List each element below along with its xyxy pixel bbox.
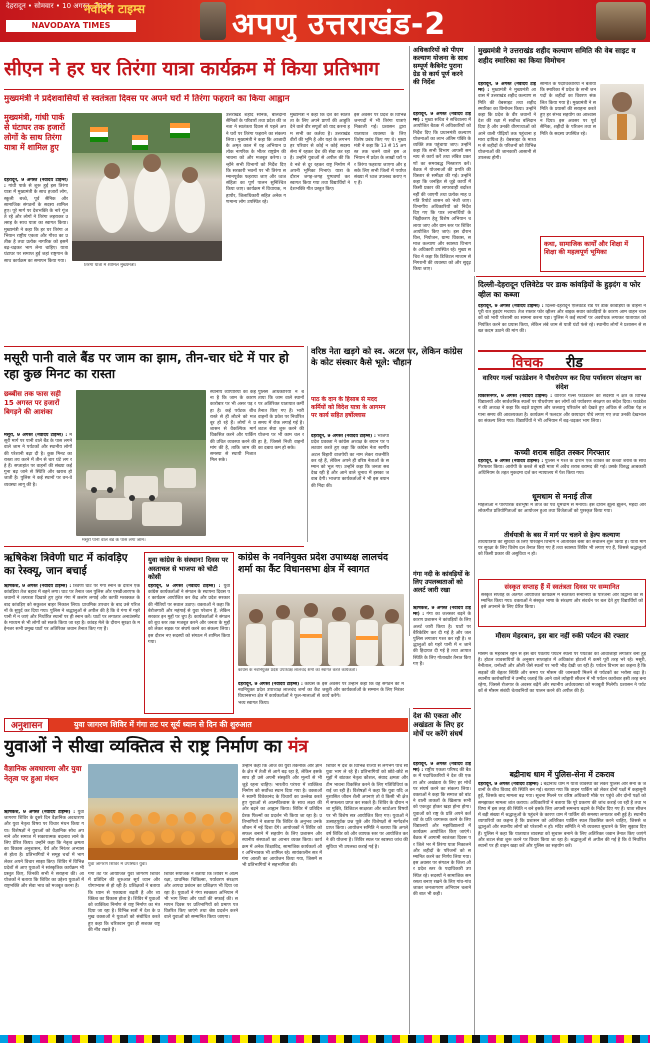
badrinath-headline: बद्रीनाथ धाम में पुलिस-सेना में टकराव [509,770,615,779]
top-right-headline: मुख्यमंत्री ने उत्तराखंड शहीद कल्याण समिति की वेब साइट व शहीद स्मारिका का किया विमोचन [478,46,636,65]
congress-photo-art [238,594,404,666]
smuggler-headline: कच्ची शराब सहित तस्कर गिरफ्तार [514,448,610,457]
bottom-headline [4,736,408,758]
bottom-body-4: शिविर में देश के विभिन्न राज्यों से लगभग पांच सौ युवा भाग ले रहे हैं। प्रतिभागियों को छोटे-छोटे समूहों में बांटकर नेतृत्व कौशल, संवाद क्षमता और टीम भावना विकसित करने के लिए गतिविधियां कराई जा रही हैं। विशेषज्ञों ने कहा कि युवा यदि अनुशासित जीवन शैली अपनाएं तो वे किसी भी क्षेत्र में सफलता प्राप्त कर सकते हैं। शिविर के दौरान नशा मुक्ति, डिजिटल साक्षरता और स्टार्टअप विषयों पर भी विशेष सत्र आयोजित किए गए। युवाओं ने उत्साहपूर्वक प्रश्न पूछे और विशेषज्ञों से मार्गदर्शन प्राप्त किया। आयोजन समिति ने बताया कि अगले वर्ष शिविर को और व्यापक स्तर पर आयोजित करने की योजना है। शिविर स्थल पर स्वास्थ्य जांच की सुविधा भी उपलब्ध कराई गई है। [326,764,408,850]
portrait-photo [600,84,644,140]
teej-headline: धूमधाम से मनाई तीज [532,492,592,501]
col-divider-a [409,46,410,636]
dehradun-rule [476,276,646,277]
unity-headline: देश की एकता और अखंडता के लिए हर मोर्चे पर करेंगे संघर्ष [413,712,464,738]
congress-caption: कांग्रेस के नवनियुक्त प्रदेश उपाध्यक्ष लालचंद शर्मा का स्वागत करते कार्यकर्ता। [238,668,357,673]
col-divider-d [307,346,308,542]
youth-cong-box [144,552,234,714]
bottom-side-text: ऋषिकेश, 9 अगस्त (नवोदय टाइम्स) : युवा जागरण शिविर के दूसरे दिन वैज्ञानिक अवधारणा और युवा नेतृत्व विषय पर विचार मंथन किया गया। विशेषज्ञों ने युवाओं को वैज्ञानिक सोच अपनाने और समाज में सकारात्मक बदलाव लाने के लिए प्रेरित किया। उन्होंने कहा कि नेतृत्व क्षमता का विकास अनुशासन, धैर्य और निरंतर अभ्यास से होता है। प्रतिभागियों ने समूह चर्चा में भाग लेकर अपने विचार साझा किए। शिविर में विभिन्न प्रदेशों से आए युवाओं ने सांस्कृतिक कार्यक्रम भी प्रस्तुत किए, जिनकी सभी ने सराहना की। आयोजकों ने बताया कि शिविर का उद्देश्य युवाओं में राष्ट्रभक्ति और सेवा भाव को मजबूत करना है। [4,810,84,890]
mid-c-text-1: देहरादून, 9 अगस्त (नवोदय टाइम्स) : भाजपा प्रदेश प्रवक्ता ने कांग्रेस अध्यक्ष के बयान पर पलटवार करते हुए कहा कि कांग्रेस नेता स्वर्गीय अटल बिहारी वाजपेयी का नाम लेकर राजनीति कर रहे हैं, लेकिन अपने ही वरिष्ठ नेताओं के सम्मान को भूल गए। उन्होंने कहा कि जनता सब देख रही है और आने वाले चुनाव में इसका जवाब देगी। भाजपा कार्यकर्ताओं ने भी इस बयान की निंदा की। [311,434,389,489]
col-divider-c [474,276,475,1036]
lead-caption: तिरंगा यात्रा में शामिल मुख्यमंत्री। [84,263,137,268]
honor-box [478,579,646,627]
lead-photo-art [72,113,222,261]
rishikesh-text: ऋषिकेश, 9 अगस्त (नवोदय टाइम्स) : त्रिवेणी घाट पर गंगा स्नान के दौरान एक कांवड़िया तेज बहाव में बहने लगा। घाट पर तैनात जल पुलिस और एसडीआरएफ के जवानों ने तत्परता दिखाते हुए तुरंत गंगा में छलांग लगाई और काफी मशक्कत के बाद कांवड़िए को सकुशल बाहर निकाल लिया। प्राथमिक उपचार के बाद उसे परिजनों के सुपुर्द कर दिया गया। पुलिस ने श्रद्धालुओं से अपील की है कि वे गंगा में गहरे पानी में न जाएं और निर्धारित स्थानों पर ही स्नान करें। घाटों पर लगातार अनाउंसमेंट के माध्यम से भी लोगों को सतर्क किया जा रहा है। कांवड़ मेले के दौरान सुरक्षा के मद्देनजर सभी प्रमुख घाटों पर अतिरिक्त जवान तैनात किए गए हैं। [4,584,140,633]
honor-text: संस्कृत सप्ताह के अंतर्गत आयोजित कार्यक्रम में स्वतंत्रता सेनानियों के परिजनों और विद्वानों को सम्मानित किया गया। वक्ताओं ने संस्कृत भाषा के संरक्षण और संवर्धन पर बल देते हुए विद्यार्थियों को इसे अपनाने के लिए प्रेरित किया। [481,593,643,611]
unity-rule [413,708,471,709]
weather-text: मौसम के मेहरबान रहने से इस बार पर्वतीय पर्यटन स्थलों पर पर्यटकों की आवाजाही लगातार बनी हुई है। होटल व्यवसायियों के अनुसार सप्ताहांत में अधिकांश होटलों में कमरे पूरी तरह भरे रहे। मसूरी, नैनीताल, धनोल्टी और औली जैसे स्थलों पर भारी भीड़ देखी जा रही है। पर्यटन विभाग का कहना है कि सड़कों की बेहतर स्थिति और समय पर मौसम की जानकारी मिलने से पर्यटकों का भरोसा बढ़ा है। स्थानीय कारोबारियों ने उम्मीद जताई कि आने वाले त्योहारी सीजन में भी पर्यटन कारोबार इसी तरह बना रहेगा, जिससे रोजगार के अवसर बढ़ेंगे और स्थानीय अर्थव्यवस्था को मजबूती मिलेगी। प्रशासन ने पर्यटकों से मौसम संबंधी चेतावनियों का पालन करने की अपील की है। [478,652,646,695]
bottom-body-3: उन्होंने कहा कि आज का युवा तकनीक और ज्ञान के क्षेत्र में तेजी से आगे बढ़ रहा है, लेकिन इसके साथ ही उसे अपनी संस्कृति और मूल्यों से भी जुड़े रहना चाहिए। भारतीय परंपरा में व्यक्तित्व निर्माण को सर्वोच्च स्थान दिया गया है। वक्ताओं ने स्वामी विवेकानंद के विचारों का उल्लेख करते हुए युवाओं से आत्मविश्वास के साथ लक्ष्य की ओर बढ़ने का आह्वान किया। शिविर में प्रतिदिन प्रेरक फिल्मों का प्रदर्शन भी किया जा रहा है। प्रतिभागियों ने बताया कि शिविर के अनुभव उनके जीवन में नई दिशा देंगे। आयोजकों ने शिविर को सफल बनाने में सहयोग के लिए प्रशासन और स्थानीय संस्थाओं का आभार व्यक्त किया। कार्यक्रम में अनेक शिक्षाविद, सामाजिक कार्यकर्ता और अभिभावक भी शामिल रहे। सायंकालीन सत्र में गंगा आरती का आयोजन किया गया, जिसमें सभी प्रतिभागियों ने सहभागिता की। [242,764,322,869]
mid-c-headline: वरिष्ठ नेता खड़गे को स्व. अटल पर, लेकिन कांग्रेस के कोट संस्कार कैसे भूले: चौहान [311,346,463,367]
bottom-caption: युवा जागरण शिविर में उपस्थित युवा। [88,862,148,867]
bottom-kicker-bar [4,718,408,732]
youth-cong-text: देहरादून, 9 अगस्त (नवोदय टाइम्स) : युवा कांग्रेस कार्यकर्ताओं ने संगठन के स्थापना दिवस पर कार्यक्रम आयोजित कर केंद्र और प्रदेश सरकार की नीतियों पर सवाल उठाए। वक्ताओं ने कहा कि बेरोजगारी और महंगाई से युवा परेशान हैं, लेकिन सरकार इन मुद्दों पर चुप है। कार्यकर्ताओं ने संगठन को बूथ स्तर तक मजबूत करने और जनता के मुद्दों को लेकर सड़क पर संघर्ष करने का संकल्प लिया। इस दौरान नए सदस्यों को संगठन में शामिल किया गया। [148,584,230,645]
col-divider-b [474,46,475,272]
pilgrims-headline: तीर्थयात्री के बस में मार्ग पर चलने से हेल्प कल्याण [504,531,620,539]
congress-text-1: देहरादून, 9 अगस्त (नवोदय टाइम्स) : कांग्रेस के नवनियुक्त प्रदेश उपाध्यक्ष लालचंद शर्मा का कैंट विधानसभा क्षेत्र में कार्यकर्ताओं ने फूल-मालाओं से भव्य स्वागत किया। [238,682,320,706]
bottom-body-2: शिविर संयोजक ने बताया कि शिविर में आत्मरक्षा, प्राथमिक चिकित्सा, पर्यावरण संरक्षण और आपदा प्रबंधन का प्रशिक्षण भी दिया जा रहा है। युवाओं ने गंगा स्वच्छता अभियान में भी भाग लिया और घाटों की सफाई की। समापन दिवस पर प्रतिभागियों को प्रमाण पत्र वितरित किए जाएंगे तथा श्रेष्ठ प्रदर्शन करने वाले युवाओं को सम्मानित किया जाएगा। [164,872,238,921]
bottom-photo-art [88,764,238,860]
dehradun-text: देहरादून, 9 अगस्त (नवोदय टाइम्स) : दिल्ली-देहरादून एलिवेटेड रोड पर डाक कांवड़ियों के वाहनों ने पूरी रात हुड़दंग मचाया। तेज रफ्तार फोर व्हीलर और बाइक सवार कांवड़ियों के कारण आम वाहन चालकों को भारी परेशानी का सामना करना पड़ा। पुलिस ने कई स्थानों पर अवरोधक लगाकर यातायात को नियंत्रित करने का प्रयास किया, लेकिन लंबे जाम से यात्री घंटों फंसे रहे। स्थानीय लोगों ने प्रशासन से सख्त कदम उठाने की मांग की। [478,304,646,334]
page-header [0,0,650,42]
lead-side-headline: मुख्यमंत्री, गांधी पार्क से घंटाघर तक हजारों लोगों के साथ तिरंगा यात्रा में शामिल हुए [4,113,65,152]
bottom-tag: अनुशासन [4,718,49,732]
lead-headline: सीएन ने हर घर तिरंगा यात्रा कार्यक्रम में किया प्रतिभाग [4,58,380,80]
congress-text-2: इस अवसर पर उन्होंने कहा कि वह संगठन की मजबूती और कार्यकर्ताओं के सम्मान के लिए निरंतर कार्य करेंगे। [322,682,404,700]
lead-photo [72,113,222,261]
rishikesh-headline: ऋषिकेश त्रिवेणी घाट में कांवड़िए का रेस्क्यू, जान बचाई [4,552,128,577]
mussoorie-body-2: पुलिस अधिकारियों ने बताया कि जाम वाले स्थानों पर अतिरिक्त यातायात कर्मी तैनात किए गए हैं। भारी वाहनों के प्रवेश पर निर्धारित समय में रोक लगाई गई है। शटल सेवा शुरू करने की योजना पर भी काम चल रहा है, जिससे निजी वाहनों का दबाव कम हो सके। [258,390,304,451]
dehradun-headline: दिल्ली-देहरादून एलिवेटेड पर डाक कांवड़ियों के हुड़दंग व फोर व्हील का कब्जा [478,280,641,299]
col-divider-e [409,708,410,1034]
lead-rule [4,89,404,90]
mussoorie-body-1: स्थानीय व्यापारियों का कहना है कि जाम के कारण कारोबार पर भी असर पड़ रहा है। कई पर्यटक बीच रास्ते से ही लौटने को मजबूर हो रहे हैं। लोगों ने प्रशासन से वैकल्पिक मार्ग विकसित करने और पार्किंग की उचित व्यवस्था करने की मांग की है, ताकि जाम की समस्या से स्थायी निजात मिल सके। [210,390,256,464]
brand-name: नवोदय टाइम्स [84,2,146,16]
mussoorie-side-headline: छब्बीस तक फास सही 15 अगस्त पर हजारों बिगड़ने की आशंका [4,390,61,416]
teej-text: महिलाओं ने पारंपरिक वेशभूषा में तीज का पर्व धूमधाम से मनाया। इस दौरान झूला झूलने, मेहंदी और लोकगीत प्रतियोगिताओं का आयोजन हुआ तथा विजेताओं को पुरस्कृत किया गया। [478,503,646,515]
bottom-headline-main: युवाओं ने सीखा व्यक्तित्व से राष्ट्र निर्माण का [4,737,288,757]
temple-photo-left [200,2,226,40]
bottom-body-1: गंगा तट पर आयोजित युवा जागरण शिविर में प्रतिदिन की शुरुआत सूर्य ध्यान और योगाभ्यास से हो रही है। प्रशिक्षकों ने बताया कि ध्यान से एकाग्रता बढ़ती है और व्यक्तित्व का विकास होता है। शिविर में युवाओं को व्यक्तित्व निर्माण से राष्ट्र निर्माण का मंत्र दिया जा रहा है। विभिन्न सत्रों में देश के प्रमुख वक्ताओं ने युवाओं को संबोधित करते हुए कहा कि चरित्रवान युवा ही सशक्त राष्ट्र की नींव रखते हैं। [88,872,160,933]
bottom-photo [88,764,238,860]
vichar-headline: वारियर गर्ल्स फाउंडेशन ने पौधरोपण कर दिया पर्यावरण संरक्षण का संदेश [482,374,642,391]
youth-cong-headline: युवा कांग्रेस के संस्थान! दिवस पर अस्ताचल से भाजपा को चोटी कोसी [148,556,228,581]
congress-photo [238,594,404,666]
lead-body-col2: मुख्यमंत्री ने कहा कि देश की स्वतंत्रता के लिए अपने प्राणों की आहुति देने वाले वीर सपूतों को याद करना हम सभी का कर्तव्य है। उत्तराखंड वीरों की भूमि है और यहां के लगभग हर परिवार से कोई न कोई सदस्य सेना में रहकर देश की सेवा कर रहा है। उन्होंने युवाओं से अपील की कि वे नशे से दूर रहकर राष्ट्र निर्माण में अपनी भूमिका निभाएं। यात्रा के दौरान जगह-जगह पुष्पवर्षा कर स्वागत किया गया तथा विद्यार्थियों ने देशभक्ति गीत प्रस्तुत किए। [290,113,350,193]
col-a-text: देहरादून, 9 अगस्त (नवोदय टाइम्स) : मुख्य सचिव ने सचिवालय में आयोजित बैठक में अधिकारियों को निर्देश दिए कि प्रधानमंत्री कल्याण योजनाओं का लाभ अंतिम पंक्ति के व्यक्ति तक पहुंचाया जाए। उन्होंने कहा कि सभी विभाग आपसी समन्वय से कार्य करें तथा लंबित प्रकरणों का समयबद्ध निस्तारण करें। बैठक में योजनाओं की प्रगति की विस्तार से समीक्षा की गई। उन्होंने कहा कि जनहित से जुड़े कार्यों में किसी प्रकार की लापरवाही बर्दाश्त नहीं की जाएगी तथा प्रत्येक माह प्रगति रिपोर्ट शासन को भेजी जाए। विभागीय अधिकारियों को निर्देश दिए गए कि पात्र लाभार्थियों के चिह्नीकरण हेतु विशेष अभियान चलाया जाए और ग्राम स्तर पर शिविर आयोजित किए जाएं। इस दौरान वित्त, नियोजन, ग्राम्य विकास, समाज कल्याण और स्वास्थ्य विभाग के अधिकारी उपस्थित रहे। मुख्य सचिव ने कहा कि डिजिटल माध्यम से निगरानी की व्यवस्था को और सुदृढ़ किया जाए। [413,112,471,273]
brand-english: NAVODAYA TIMES [6,20,136,32]
temple-photo-right [596,2,646,40]
pilgrims-text: तीर्थयात्रियों की सुविधा के लिए परिवहन विभाग ने अतिरिक्त बसों का संचालन शुरू किया है। यात्रा मार्ग पर सुरक्षा के लिए विशेष दल तैनात किए गए हैं तथा स्वास्थ्य शिविर भी लगाए गए हैं, जिससे श्रद्धालुओं को किसी प्रकार की असुविधा न हो। [478,540,646,558]
date-line: देहरादून • सोमवार • 10 अगस्त, 2026 [6,2,112,10]
lead-subhead: मुख्यमंत्री ने प्रदेशवासियों से स्वतंत्रता दिवस पर अपने घरों में तिरंगा फहराने का किया आह्वान [4,94,290,104]
mussoorie-photo-art [76,390,206,536]
top-right-text-2: समिति के पदाधिकारियों ने बताया कि स्मारिका में प्रदेश के सभी जनपदों के शहीदों का विवरण संकलित किया गया है। मुख्यमंत्री ने समिति के प्रयासों की सराहना करते हुए हर संभव सहयोग का आश्वासन दिया। इस अवसर पर पूर्व सैनिक, शहीदों के परिजन तथा समिति के सदस्य उपस्थित रहे। [540,82,596,137]
vichar-label-a: विचक [512,355,544,371]
vichar-text: विकासनगर, 9 अगस्त (नवोदय टाइम्स) : वारियर गर्ल्स फाउंडेशन की सदस्यों ने क्षेत्र के विभिन्न विद्यालयों और सार्वजनिक स्थलों पर पौधरोपण कर लोगों को पर्यावरण संरक्षण का संदेश दिया। फाउंडेशन की अध्यक्ष ने कहा कि बढ़ते प्रदूषण और जलवायु परिवर्तन को देखते हुए अधिक से अधिक पेड़ लगाना समय की आवश्यकता है। कार्यक्रम में फलदार और छायादार पौधे लगाए गए तथा उनकी देखभाल का संकल्प लिया गया। विद्यार्थियों ने भी अभियान में बढ़-चढ़कर भाग लिया। [478,394,646,424]
ganga-text: ऋषिकेश, 9 अगस्त (नवोदय टाइम्स) : गंगा का जलस्तर बढ़ने के कारण प्रशासन ने कांवड़ियों के लिए अलर्ट जारी किया है। घाटों पर बैरिकेडिंग कर दी गई है और जल पुलिस लगातार गश्त कर रही है। श्रद्धालुओं को गहरे पानी में न जाने की हिदायत दी गई है तथा आपात स्थिति के लिए गोताखोर तैनात किए गए हैं। [413,606,471,667]
portrait-art [600,84,644,140]
weather-headline: मौसम मेहरबान, इस बार नहीं रुकी पर्यटन की रफ्तार [495,632,629,640]
lead-body-col3: इस अवसर पर प्रदेश के विभिन्न जनपदों में भी तिरंगा यात्राएं निकाली गईं। प्रशासन द्वारा यातायात व्यवस्था के लिए विशेष प्रबंध किए गए थे। मुख्यमंत्री ने कहा कि 13 से 15 अगस्त तक चलने वाले इस अभियान में प्रदेश के लाखों घरों पर तिरंगा फहराया जाएगा और इसके लिए सभी जिलों में पर्याप्त संख्या में ध्वज उपलब्ध कराए गए हैं। [354,113,406,187]
badrinath-text: देहरादून, 9 अगस्त (नवोदय टाइम्स) : बद्रीनाथ धाम में यात्रा व्यवस्था को लेकर पुलिस और सेना के जवानों के बीच विवाद की स्थिति बन गई। बताया गया कि वाहन पार्किंग को लेकर दोनों पक्षों में कहासुनी हुई, जिसके बाद मामला बढ़ गया। सूचना मिलने पर वरिष्ठ अधिकारी मौके पर पहुंचे और दोनों पक्षों को समझाकर मामला शांत कराया। अधिकारियों ने बताया कि पूरे प्रकरण की जांच कराई जा रही है तथा भविष्य में इस तरह की स्थिति न बने इसके लिए आपसी समन्वय बढ़ाने के निर्देश दिए गए हैं। यात्रा सीजन में बड़ी संख्या में श्रद्धालुओं के पहुंचने के कारण धाम में पार्किंग की समस्या लगातार बनी हुई है। स्थानीय व्यापारियों का कहना है कि प्रशासन को अतिरिक्त पार्किंग स्थल विकसित करने चाहिए, जिससे श्रद्धालुओं और स्थानीय लोगों को परेशानी न हो। मंदिर समिति ने भी व्यवस्था सुधारने के लिए सुझाव दिए हैं। पुलिस ने कहा कि यातायात व्यवस्था को सुचारू बनाने के लिए अतिरिक्त जवान तैनात किए जाएंगे और शटल सेवा शुरू करने पर विचार किया जा रहा है। श्रद्धालुओं से अपील की गई है कि वे निर्धारित स्थानों पर ही वाहन खड़ा करें और पुलिस का सहयोग करें। [478,782,646,850]
rishikesh-rule [4,546,304,547]
mussoorie-side-text: मसूरी, 9 अगस्त (नवोदय टाइम्स) : मसूरी मार्ग पर पानी वाले बैंड के पास लगने वाले जाम ने पर्यटकों और स्थानीय लोगों की परेशानी बढ़ा दी है। कुछ मिनट का रास्ता तय करने में तीन से चार घंटे लग रहे हैं। सप्ताहांत पर वाहनों की संख्या कई गुना बढ़ जाने से स्थिति और खराब हो जाती है। पुलिस ने कई स्थानों पर वन-वे व्यवस्था लागू की है। [4,433,72,488]
mussoorie-photo [76,390,206,536]
smuggler-text: देहरादून, 9 अगस्त (नवोदय टाइम्स) : पुलिस ने गश्त के दौरान एक व्यक्ति को कच्ची शराब के साथ गिरफ्तार किया। आरोपी के कब्जे से बड़ी मात्रा में अवैध शराब बरामद की गई। उसके विरुद्ध आबकारी अधिनियम के तहत मुकदमा दर्ज कर न्यायालय में पेश किया गया। [478,459,646,477]
lead-body-col1: उत्तराखंड शहीद सैनिक, बलिदानी सैनिकों के परिवारों तथा प्रदेश की जनता ने स्वतंत्रता दिवस से पहले अपने घरों पर तिरंगा फहराने का संकल्प लिया। मुख्यमंत्री ने कहा कि आजादी के अमृत काल में यह अभियान प्रत्येक नागरिक के भीतर राष्ट्रप्रेम की भावना को और मजबूत करेगा। उन्होंने सभी विभागों को निर्देश दिए कि सरकारी भवनों पर भी तिरंगा सम्मानपूर्वक फहराया जाए और ध्वज संहिता का पूर्ण पालन सुनिश्चित किया जाए। कार्यक्रम में विधायक, महापौर, जिलाधिकारी सहित अनेक गणमान्य लोग उपस्थित रहे। [226,113,286,205]
section-title: अपणु उत्तराखंड-2 [232,7,447,42]
bottom-kicker: युवा जागरण शिविर में गंगा तट पर सूर्य ध्यान से दिन की शुरुआत [74,720,252,729]
bottom-headline-accent: मंत्र [287,737,309,757]
top-right-sub-box [540,236,644,272]
col-a-headline: अधिकारियों को पीएम कल्याण योजना के साथ सम्पूर्ण कैबिनेट पुराना ग्रेड से कार्य पूर्ण करने की निर्देश [413,46,468,86]
congress-headline: कांग्रेस के नवनियुक्त प्रदेश उपाध्यक्ष लालचंद शर्मा का कैंट विधानसभा क्षेत्र में स्वागत [238,552,388,575]
mussoorie-headline: मसूरी पानी वाले बैंड पर जाम का झाम, तीन-चार घंटे में पार हो रहा कुछ मिनट का रास्ता [4,350,289,381]
lead-side-text: देहरादून, 9 अगस्त (नवोदय टाइम्स) : गांधी पार्क से शुरू हुई इस तिरंगा यात्रा में मुख्यमंत्री के साथ हजारों लोग, स्कूली बच्चे, पूर्व सैनिक और सामाजिक संगठनों के सदस्य शामिल हुए। पूरे मार्ग पर देशभक्ति के नारे गूंजते रहे और लोगों ने तिरंगा लहराकर उत्साह के साथ यात्रा का स्वागत किया। मुख्यमंत्री ने कहा कि हर घर तिरंगा अभियान राष्ट्रीय एकता और गौरव का प्रतीक है तथा प्रत्येक नागरिक को इसमें बढ़-चढ़कर भाग लेना चाहिए। यात्रा घंटाघर पर समाप्त हुई जहां राष्ट्रगान के साथ कार्यक्रम का समापन किया गया। [4,178,68,264]
bottom-side-headline: वैज्ञानिक अवधारणा और युवा नेतृत्व पर हुआ मंथन [4,764,82,783]
mussoorie-rule [4,346,304,347]
vichar-label-b: रीड [566,355,583,371]
top-right-text-1: देहरादून, 9 अगस्त (नवोदय टाइम्स) : मुख्यमंत्री ने मुख्यमंत्री आवास में उत्तराखंड शहीद कल्याण समिति की वेबसाइट तथा शहीद स्मारिका का विमोचन किया। उन्होंने कहा कि प्रदेश के वीर जवानों ने देश की रक्षा में सर्वोच्च बलिदान दिया है और उनकी वीरगाथाओं को आने वाली पीढ़ियों तक पहुंचाना हमारा दायित्व है। वेबसाइट के माध्यम से शहीदों के परिजनों को विभिन्न योजनाओं की जानकारी आसानी से उपलब्ध होगी। [478,82,536,162]
registration-color-bar [0,1035,650,1043]
unity-text: देहरादून, 9 अगस्त (नवोदय टाइम्स) : राष्ट्रीय एकता परिषद की बैठक में पदाधिकारियों ने देश की एकता और अखंडता के लिए हर मोर्चे पर संघर्ष करने का संकल्प लिया। वक्ताओं ने कहा कि समाज को बांटने वाली ताकतों के खिलाफ सभी को एकजुट होकर खड़ा होना होगा। युवाओं को राष्ट्र के प्रति अपने कर्तव्यों के प्रति जागरूक करने के लिए विद्यालयों और महाविद्यालयों में कार्यक्रम आयोजित किए जाएंगे। बैठक में आगामी स्वतंत्रता दिवस पर जिले भर में तिरंगा यात्रा निकालने और शहीदों के परिजनों को सम्मानित करने का निर्णय लिया गया। इस अवसर पर संगठन के जिला और प्रदेश स्तर के पदाधिकारी उपस्थित रहे। सदस्यों ने सामाजिक समरसता बनाए रखने के लिए गांव-गांव जाकर जनजागरण अभियान चलाने की बात भी कही। [413,762,471,898]
vichar-banner [478,350,646,370]
honor-headline: संस्कृत सप्ताह हैं में स्वतंत्रता दिवस पर सम्मानित [504,583,620,591]
mid-c-side-headline: पाठ के दान के हिसाब से मदद कर्मियों को विदेश यात्रा के आगमन पर कार्य सहित हर्षोल्लास [311,396,386,419]
top-right-sub-headline: कथा, सामाजिक कार्यों और शिक्षा में शिक्षा की महत्वपूर्ण भूमिका [544,240,629,256]
mussoorie-caption: मसूरी पानी वाले बैंड के पास लगा जाम। [82,538,146,543]
ganga-headline: गंगा नदी के कांवड़ियों के लिए उपलब्धताओं को अलर्ट जारी रखा [413,570,470,594]
